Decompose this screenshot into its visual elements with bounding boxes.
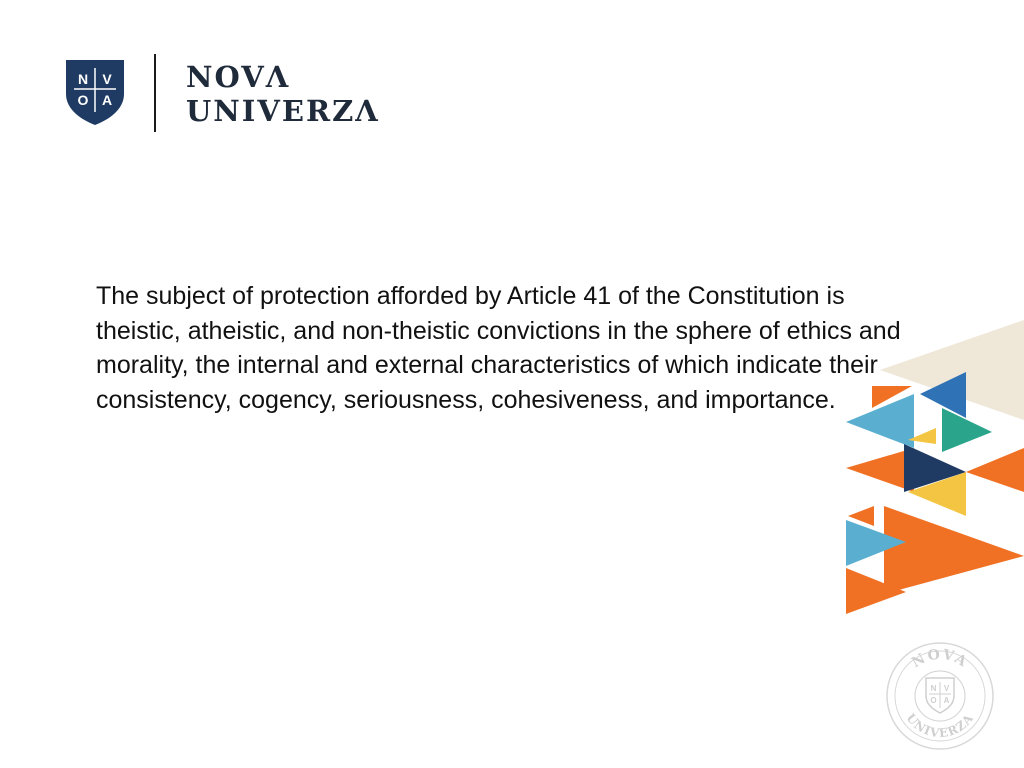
triangle-orange <box>966 448 1024 492</box>
triangle-teal <box>942 408 992 452</box>
seal-bottom-text: UNIVERZA <box>903 710 977 741</box>
wordmark-line-1: NOVΛ <box>186 60 291 94</box>
svg-text:A: A <box>943 696 950 705</box>
svg-text:O: O <box>930 696 937 705</box>
shield-letter-v: V <box>102 71 112 87</box>
university-wordmark <box>186 60 380 128</box>
shield-letter-o: O <box>77 92 89 108</box>
logo-divider <box>154 54 156 132</box>
svg-text:V: V <box>943 684 950 693</box>
university-seal-watermark <box>884 640 996 752</box>
seal-shield <box>926 678 954 713</box>
university-shield-logo <box>62 56 128 126</box>
svg-text:N: N <box>930 684 937 693</box>
body-paragraph: The subject of protection afforded by Article 41 of the Constitution is theistic, atheistic, and non-theistic convictions in the sphere of ethics and morality, the internal and external characteristics of which indicate their consistency, cogency, seriousness, cohesiveness, and importance. <box>96 282 901 414</box>
shield-letter-n: N <box>77 71 89 87</box>
triangle-orange <box>846 448 914 492</box>
decorative-triangles <box>820 320 1024 620</box>
seal-top-text: NOVA <box>909 646 972 672</box>
wordmark-line-2: UNIVERZΛ <box>186 94 380 128</box>
shield-letter-a: A <box>101 92 113 108</box>
triangle-orange <box>884 506 1024 594</box>
